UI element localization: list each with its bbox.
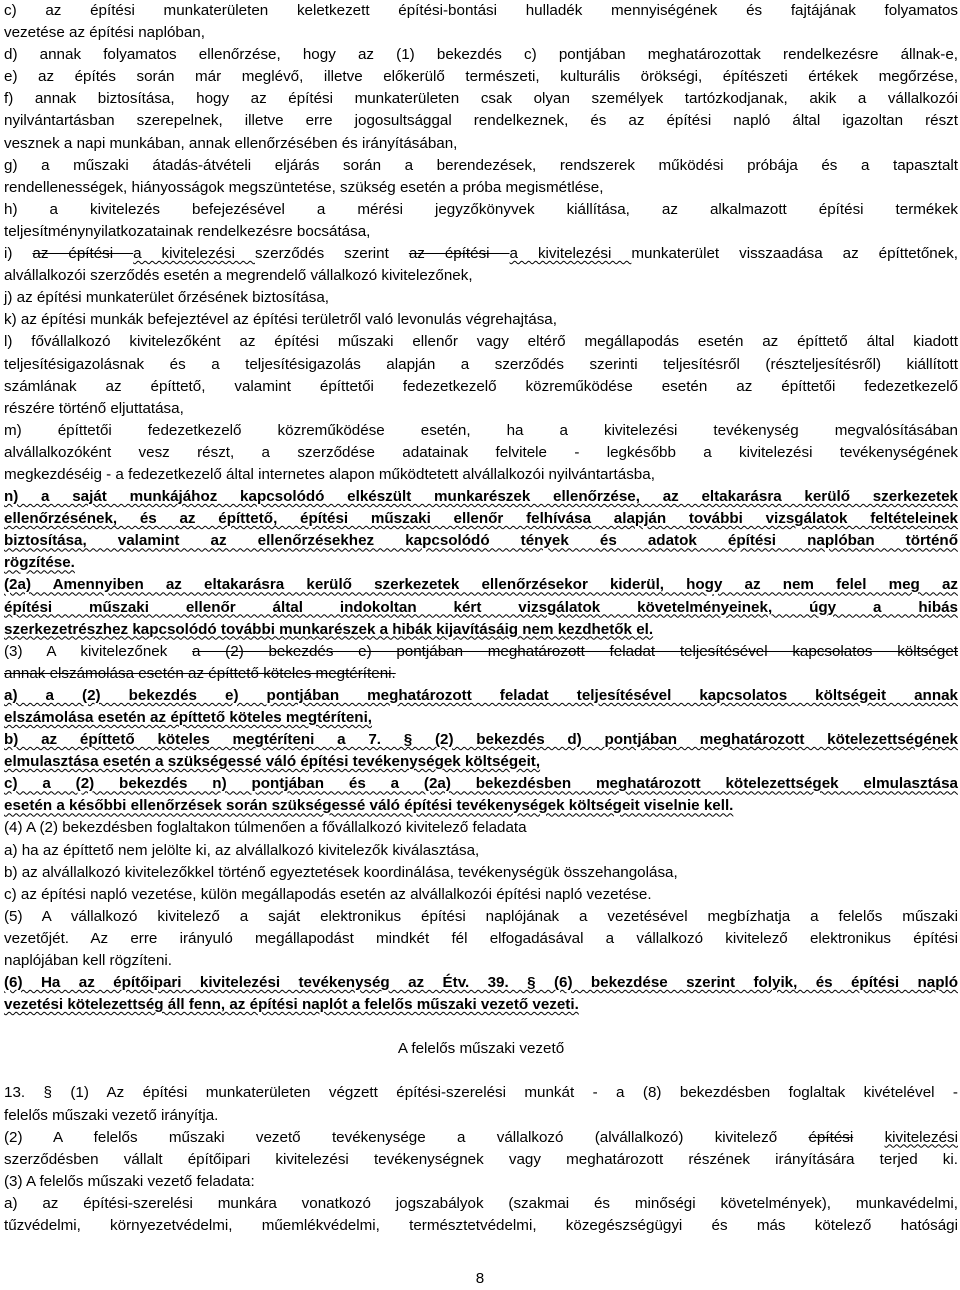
text-line [4,950,958,972]
amended-text: a kivitelezési [133,245,255,263]
amended-text: építési műszaki ellenőr által indokoltan kért vizsgálatok követelményeinek, úgy a hibás [4,598,958,616]
text-run: b) az alvállalkozó kivitelezőkkel történő egyeztetések koordinálása, tevékenységük összehangolása, [4,863,678,881]
amended-text: c) a (2) bekezdés n) pontjában és a (2a) bekezdésben meghatározott kötelezettségek elmulasztása [4,775,958,793]
text-line [4,22,958,44]
text-line [4,331,958,353]
text-run: alvállalkozóként vesz részt, a szerződése adatainak felvitele - legkésőbb a kivitelezési tevékenységének [4,443,958,461]
deleted-text: a (2) bekezdés e) pontjában meghatározott feladat teljesítésével kapcsolatos költséget [192,642,958,660]
text-line [4,773,958,795]
text-line [4,641,958,663]
text-run: (5) A vállalkozó kivitelező a saját elektronikus építési naplójának a vezetésével megbízhatja a felelős műszaki [4,907,958,925]
text-line [4,751,958,773]
text-run: m) építtetői fedezetkezelő közreműködése esetén, ha a kivitelezési tevékenység megvalósításában [4,421,958,439]
text-line [4,906,958,928]
text-line [4,928,958,950]
text-run: nyilvántartásban szerepelnek, illetve erre jogosultsággal rendelkeznek, és az építési napló által igazoltan részt [4,112,958,130]
amended-text: (2a) Amennyiben az eltakarásra kerülő szerkezetek ellenőrzésekor kiderül, hogy az nem felel meg az [4,576,958,594]
text-run: részére történő eljuttatása, [4,399,184,417]
text-line [4,486,958,508]
amended-text: rögzítése. [4,554,75,572]
text-run: a) ha az építtető nem jelölte ki, az alvállalkozó kivitelezők kiválasztása, [4,841,480,859]
text-line [4,243,958,265]
amended-text: esetén a későbbi ellenőrzések során szükségessé váló építési tevékenységek költségeit viselnie kell. [4,797,734,815]
text-line [4,508,958,530]
amended-text: biztosítása, valamint az ellenőrzésekhez kapcsolódó tények és adatok építési naplóban történő [4,532,958,550]
text-run: munkaterület visszaadása az építtetőnek, [631,245,959,263]
text-run: teljesítménynyilatkozatainak rendelkezésre bocsátása, [4,222,371,240]
text-line [4,398,958,420]
text-line [4,177,958,199]
text-line [4,840,958,862]
deleted-text: az építési [32,245,134,263]
text-run: alvállalkozói szerződés esetén a megrendelő vállalkozó kivitelezőnek, [4,267,473,285]
text-line [4,309,958,331]
text-line [4,287,958,309]
amended-text: ellenőrzésének, és az építtető, építési műszaki ellenőr felhívása alapján további vizsgálatok feltételeinek [4,510,958,528]
text-line [4,994,958,1016]
amended-text: elszámolása esetén az építtető köteles megtéríteni, [4,709,373,726]
text-line [4,574,958,596]
text-run: szerződés szerint [254,245,409,263]
amended-text: b) az építtető köteles megtéríteni a 7. § (2) bekezdés d) pontjában meghatározott kötelezettségének [4,731,958,749]
text-line [4,707,958,729]
text-run: (2) A felelős műszaki vezető tevékenysége a vállalkozó (alvállalkozó) kivitelező [4,1128,809,1146]
text-line [4,1105,958,1127]
text-run: tűzvédelmi, környezetvédelmi, műemlékvédelmi, természtetvédelmi, közegészségügyi és más kötelező hatósági [4,1216,958,1234]
text-run: teljesítésigazolásnak és a teljesítésigazolás alapján a szerződés szerinti teljesítésről (részteljesítésről) kiállított [4,355,958,373]
text-line [4,464,958,486]
text-run: l) fővállalkozó kivitelezőként az építési műszaki ellenőr vagy eltérő megállapodás esetén az építtető által kiadott [4,333,958,351]
text-line [4,552,958,574]
text-line [4,155,958,177]
text-line [4,1215,958,1237]
text-line [4,817,958,839]
text-run: a) az építési-szerelési munkára vonatkozó jogszabályok (szakmai és minőségi követelmények), munkavédelmi, [4,1194,958,1212]
text-run: (3) A kivitelezőnek [4,642,193,660]
text-line [4,1193,958,1215]
text-line [4,795,958,817]
text-line [4,729,958,751]
text-run: (4) A (2) bekezdésben foglaltakon túlmenően a fővállalkozó kivitelező feladata [4,819,527,837]
text-line [4,685,958,707]
text-run: 13. § (1) Az építési munkaterületen végzett építési-szerelési munkát - a (8) bekezdésben foglaltak kivételével - [4,1084,958,1102]
amended-text: (6) Ha az építőipari kivitelezési tevékenység az Étv. 39. § (6) bekezdése szerint folyik, és építési napló [4,974,958,992]
text-line [4,376,958,398]
text-line [4,133,958,155]
text-run: c) az építési munkaterületen keletkezett építési-bontási hulladék mennyiségének és fajtájának folyamatos [4,2,958,19]
text-run [853,1129,884,1146]
deleted-text: az építési [408,245,510,263]
text-line [4,1082,958,1104]
text-line [4,66,958,88]
text-line [4,1171,958,1193]
text-run: e) az építés során már meglévő, illetve előkerülő természeti, kulturális örökségi, építészeti értékek megőrzése, [4,68,958,86]
text-line [4,44,958,66]
text-run: vezetőjét. Az erre irányuló megállapodást mindkét fél elfogadásával a vállalkozó kivitelező elektronikus építési [4,929,958,947]
text-run: h) a kivitelezés befejezésével a mérési jegyzőkönyvek kiállítása, az alkalmazott építési termékek [4,200,958,218]
amended-text: a kivitelezési [509,245,632,263]
text-run: i) [4,245,33,263]
text-run: (3) A felelős műszaki vezető feladata: [4,1172,255,1190]
amended-text: elmulasztása esetén a szükségessé váló építési tevékenységek költségeit, [4,753,541,771]
text-run: naplójában kell rögzíteni. [4,952,173,970]
text-line [4,265,958,287]
text-run: számlának az építtető, valamint építtetői fedezetkezelő közreműködése esetén az építtetői fedezetkezelő [4,377,958,395]
amended-text: vezetési kötelezettség áll fenn, az építési naplót a felelős műszaki vezető vezeti. [4,996,579,1014]
text-run: f) annak biztosítása, hogy az építési munkaterületen csak olyan személyek tartózkodjanak, akik a vállalkozói [4,90,958,108]
text-line [4,884,958,906]
text-run: szerződésben vállalt építőipari kivitelezési tevékenységnek vagy meghatározott részének irányítására terjed ki. [4,1150,958,1168]
text-line [4,199,958,221]
text-run: rendellenességek, hiányosságok megszüntetése, szükség esetén a próba megismétlése, [4,178,604,196]
text-line [4,88,958,110]
text-run: j) az építési munkaterület őrzésének biztosítása, [4,289,330,307]
text-line [4,972,958,994]
text-line [4,1149,958,1171]
text-line [4,530,958,552]
text-line [4,862,958,884]
deleted-text: annak elszámolása esetén az építtető köteles megtéríteni. [4,664,396,682]
document-page [4,0,958,1237]
text-line [4,619,958,641]
text-run: felelős műszaki vezető irányítja. [4,1106,219,1124]
text-line [4,110,958,132]
amended-text: kivitelezési [884,1128,958,1146]
deleted-text: építési [808,1128,854,1146]
legal-text-block-2 [4,1082,958,1237]
text-run: megkezdéséig - a fedezetkezelő által internetes alapon működtetett alvállalkozói nyilvántartásba, [4,465,655,483]
text-line [4,442,958,464]
text-run: c) az építési napló vezetése, külön megállapodás esetén az alvállalkozói építési napló vezetése. [4,885,652,903]
text-line [4,1127,958,1149]
text-run: d) annak folyamatos ellenőrzése, hogy az (1) bekezdés c) pontjában meghatározottak rendelkezésre állnak-e, [4,46,958,64]
section-heading: A felelős műszaki vezető [397,1040,565,1058]
text-run: vezetése az építési naplóban, [4,24,205,42]
text-line [4,420,958,442]
text-run: k) az építési munkák befejeztével az építési területről való levonulás végrehajtása, [4,311,557,329]
text-line [4,0,958,22]
amended-text: n) a saját munkájához kapcsolódó elkészült munkarészek ellenőrzése, az eltakarásra kerülő szerkezetek [4,488,958,506]
legal-text-block [4,0,958,1016]
text-run: g) a műszaki átadás-átvételi eljárás során a berendezések, rendszerek működési próbája és a tapasztalt [4,156,958,174]
text-line [4,597,958,619]
text-line [4,354,958,376]
amended-text: a) a (2) bekezdés e) pontjában meghatározott feladat teljesítésével kapcsolatos költségeit annak [4,686,958,704]
page-number: 8 [475,1270,485,1287]
text-line [4,221,958,243]
amended-text: szerkezetrészhez kapcsolódó további munkarészek a hibák kijavításáig nem kezdhetők el. [4,620,654,638]
text-run: vesznek a napi munkában, annak ellenőrzésében és irányításában, [4,134,458,152]
text-line [4,663,958,685]
